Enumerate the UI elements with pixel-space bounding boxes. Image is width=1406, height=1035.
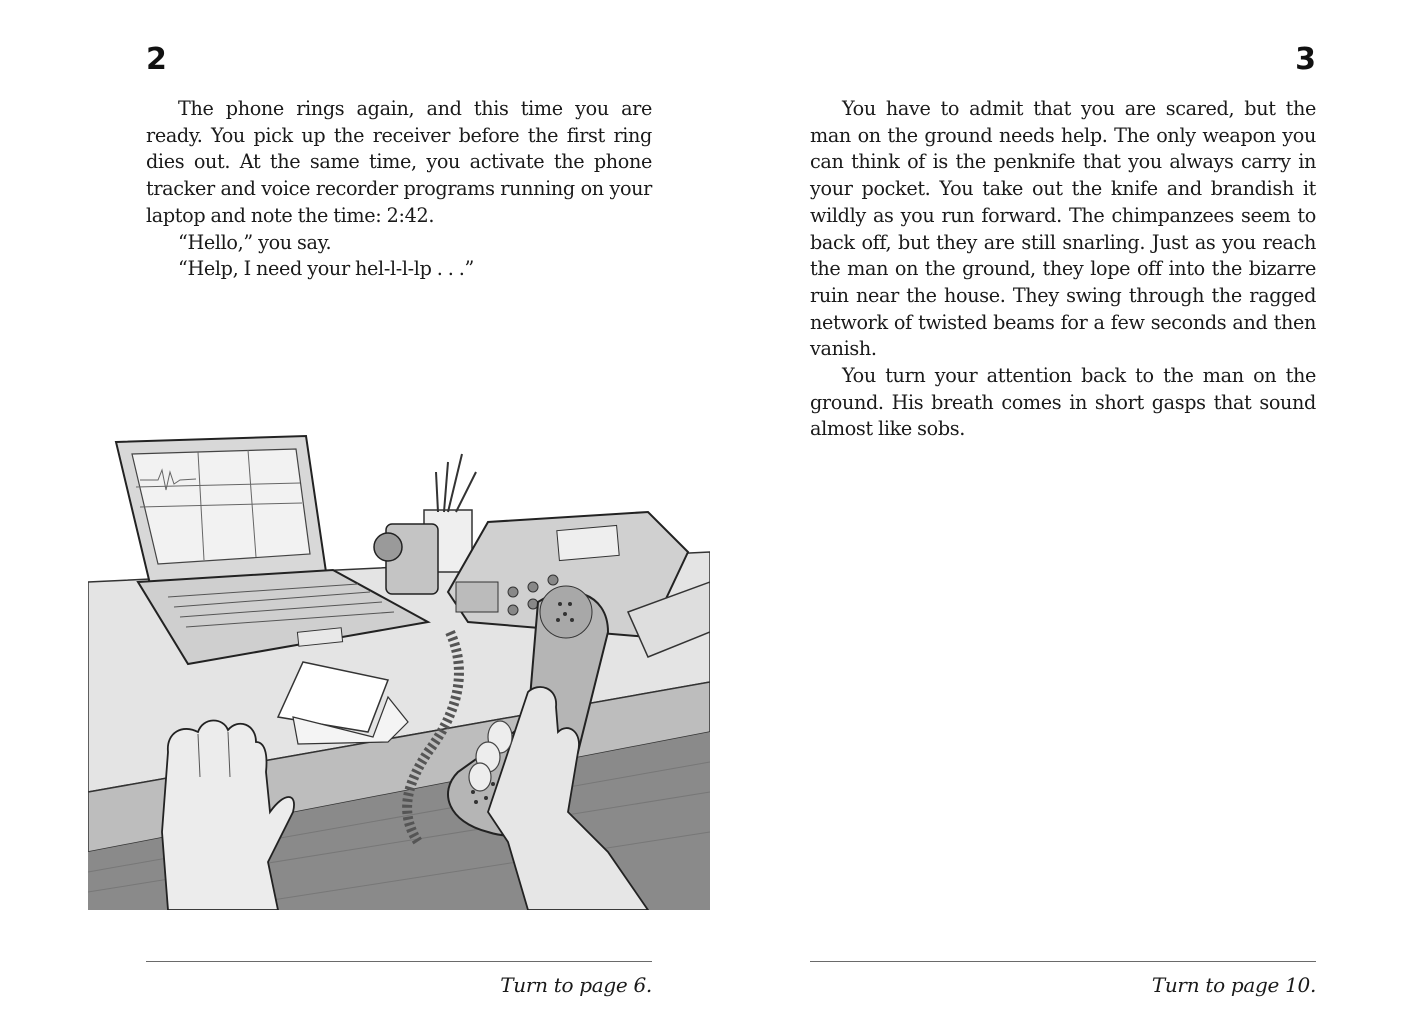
telephone-desk-illustration — [88, 432, 710, 910]
paragraph: You turn your attention back to the man on the ground. His breath comes in short gasps that sound almost like sobs. — [810, 364, 1316, 441]
paragraph: “Help, I need your hel-l-l-lp . . .” — [178, 257, 474, 281]
paragraph: You have to admit that you are scared, but the man on the ground needs help. The only weapon you can think of is the penknife that you always carry in your pocket. You take out the knife and brandish it wildly as you run forward. The chimpanzees seem to back off, but they are still snarling. Just as you reach the man on the ground, they lope off into the bizarre ruin near the house. They swing through the ragged network of twisted beams for a few seconds and then vanish. — [810, 97, 1316, 361]
divider-rule — [810, 961, 1316, 962]
turn-to-page-choice[interactable]: Turn to page 6. — [500, 973, 652, 997]
paragraph: The phone rings again, and this time you are ready. You pick up the receiver before the first ring dies out. At the same time, you activate the phone tracker and voice recorder programs running on your laptop and note the time: 2:42. — [146, 97, 652, 227]
turn-to-page-choice[interactable]: Turn to page 10. — [1151, 973, 1316, 997]
page-number: 3 — [1295, 42, 1316, 77]
page-body-text — [810, 96, 1316, 443]
page-number: 2 — [146, 42, 167, 77]
paragraph: “Hello,” you say. — [178, 230, 332, 254]
page-body-text — [146, 96, 652, 283]
right-page — [810, 0, 1316, 1035]
divider-rule — [146, 961, 652, 962]
